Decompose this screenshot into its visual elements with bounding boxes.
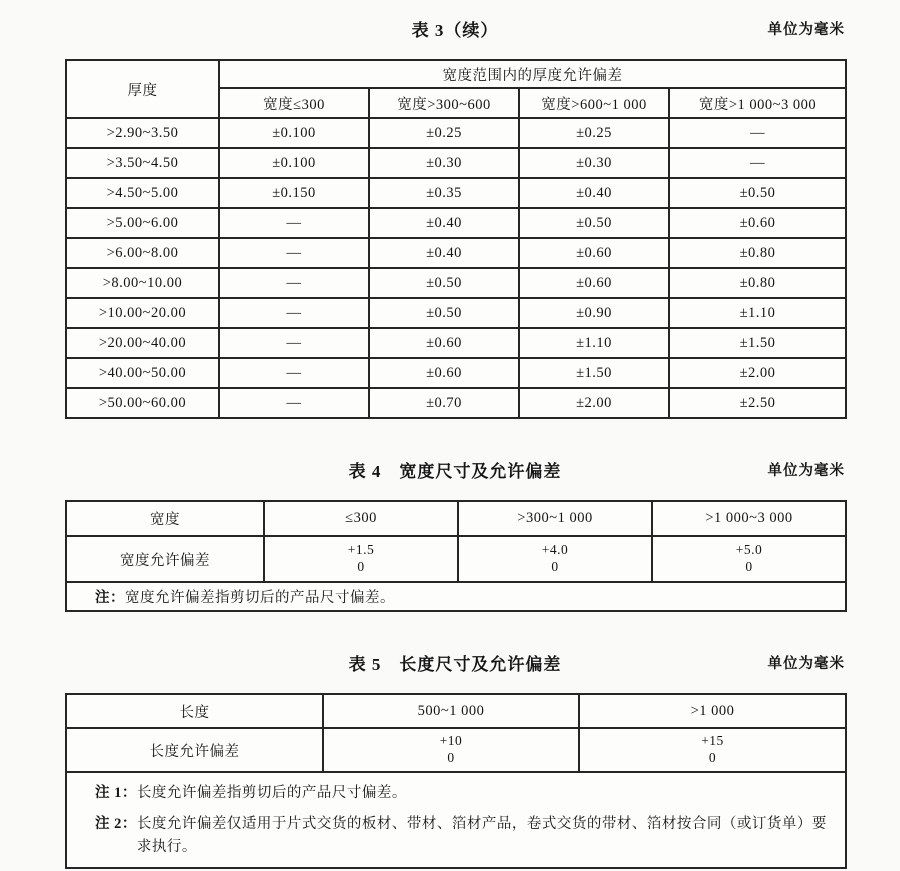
cell: ±0.70 <box>369 388 519 418</box>
cell: ±2.00 <box>519 388 669 418</box>
cell: >40.00~50.00 <box>66 358 219 388</box>
cell: ±0.25 <box>519 118 669 148</box>
table-row <box>66 208 846 238</box>
cell: — <box>219 388 369 418</box>
table-row <box>66 268 846 298</box>
table-row <box>66 178 846 208</box>
table-row <box>66 238 846 268</box>
table4-header-col: >300~1 000 <box>458 501 652 536</box>
cell: ±0.30 <box>369 148 519 178</box>
cell: >4.50~5.00 <box>66 178 219 208</box>
table3-header-span: 宽度范围内的厚度允许偏差 <box>219 60 846 88</box>
cell: — <box>669 118 846 148</box>
cell: ±1.10 <box>519 328 669 358</box>
cell: ±0.50 <box>369 298 519 328</box>
cell: ±0.60 <box>519 238 669 268</box>
cell: ±0.40 <box>369 238 519 268</box>
table5 <box>65 693 847 869</box>
cell: ±0.60 <box>369 358 519 388</box>
cell: ±0.60 <box>519 268 669 298</box>
cell: — <box>219 208 369 238</box>
table5-notes <box>66 772 846 868</box>
table5-header-length: 长度 <box>66 694 323 728</box>
cell: ±2.50 <box>669 388 846 418</box>
cell: ±0.40 <box>519 178 669 208</box>
table4-header-col: >1 000~3 000 <box>652 501 846 536</box>
table-row <box>66 148 846 178</box>
cell: >6.00~8.00 <box>66 238 219 268</box>
note-text: 宽度允许偏差指剪切后的产品尺寸偏差。 <box>125 590 395 606</box>
tolerance-stack: +5.0 0 <box>735 542 763 574</box>
table3 <box>65 59 847 419</box>
cell: >20.00~40.00 <box>66 328 219 358</box>
cell: ±0.90 <box>519 298 669 328</box>
note-text: 长度允许偏差指剪切后的产品尺寸偏差。 <box>136 785 407 801</box>
cell <box>579 728 846 772</box>
note-label: 注： <box>95 590 125 606</box>
table3-unit-label: 单位为毫米 <box>767 22 845 38</box>
cell: >8.00~10.00 <box>66 268 219 298</box>
table3-title-row <box>65 16 845 40</box>
cell: ±0.50 <box>669 178 846 208</box>
cell: ±0.25 <box>369 118 519 148</box>
tolerance-stack: +4.0 0 <box>541 542 569 574</box>
table3-header-col: 宽度≤300 <box>219 88 369 118</box>
table4-header-col: ≤300 <box>264 501 458 536</box>
table4-header-width: 宽度 <box>66 501 264 536</box>
note-text: 长度允许偏差仅适用于片式交货的板材、带材、箔材产品，卷式交货的带材、箔材按合同（或订货单）要求执行。 <box>136 816 827 855</box>
table4 <box>65 500 847 612</box>
table4-note <box>66 582 846 611</box>
table-row <box>66 298 846 328</box>
cell <box>264 536 458 582</box>
table5-title-row <box>65 650 845 674</box>
table5-unit-label: 单位为毫米 <box>767 656 845 672</box>
cell: ±0.30 <box>519 148 669 178</box>
cell: ±0.50 <box>369 268 519 298</box>
note-1 <box>95 782 845 804</box>
table3-header-col: 宽度>600~1 000 <box>519 88 669 118</box>
cell: >10.00~20.00 <box>66 298 219 328</box>
cell: ±0.80 <box>669 238 846 268</box>
cell <box>323 728 579 772</box>
table4-tolerance-label: 宽度允许偏差 <box>66 536 264 582</box>
cell: >5.00~6.00 <box>66 208 219 238</box>
tolerance-stack: +15 0 <box>701 733 724 765</box>
tolerance-stack: +1.5 0 <box>347 542 375 574</box>
cell: — <box>219 358 369 388</box>
table-row <box>66 118 846 148</box>
cell: ±1.50 <box>669 328 846 358</box>
table-row <box>66 388 846 418</box>
cell: ±0.35 <box>369 178 519 208</box>
table5-title: 表 5 长度尺寸及允许偏差 <box>348 655 562 674</box>
cell: ±0.60 <box>369 328 519 358</box>
table5-tolerance-label: 长度允许偏差 <box>66 728 323 772</box>
cell: ±0.100 <box>219 118 369 148</box>
cell: >3.50~4.50 <box>66 148 219 178</box>
table3-header-col: 宽度>1 000~3 000 <box>669 88 846 118</box>
cell: — <box>219 298 369 328</box>
cell: ±0.100 <box>219 148 369 178</box>
note-label: 注 1： <box>95 785 137 801</box>
cell: — <box>219 328 369 358</box>
table4-unit-label: 单位为毫米 <box>767 463 845 479</box>
cell: ±1.50 <box>519 358 669 388</box>
table4-title: 表 4 宽度尺寸及允许偏差 <box>348 462 562 481</box>
cell: — <box>219 268 369 298</box>
table3-header-col: 宽度>300~600 <box>369 88 519 118</box>
cell: — <box>669 148 846 178</box>
table-row <box>66 358 846 388</box>
cell: ±1.10 <box>669 298 846 328</box>
cell: ±0.150 <box>219 178 369 208</box>
cell: >50.00~60.00 <box>66 388 219 418</box>
table4-title-row <box>65 457 845 481</box>
table-row <box>66 328 846 358</box>
cell <box>458 536 652 582</box>
tolerance-stack: +10 0 <box>439 733 463 765</box>
cell: >2.90~3.50 <box>66 118 219 148</box>
table5-header-col: 500~1 000 <box>323 694 579 728</box>
cell <box>652 536 846 582</box>
note-label: 注 2： <box>95 816 137 833</box>
note-2 <box>95 813 845 858</box>
cell: ±0.50 <box>519 208 669 238</box>
table3-header-thickness: 厚度 <box>66 60 219 118</box>
cell: ±0.80 <box>669 268 846 298</box>
cell: ±0.60 <box>669 208 846 238</box>
cell: ±0.40 <box>369 208 519 238</box>
table3-title: 表 3（续） <box>411 21 499 40</box>
cell: ±2.00 <box>669 358 846 388</box>
table5-header-col: >1 000 <box>579 694 846 728</box>
cell: — <box>219 238 369 268</box>
